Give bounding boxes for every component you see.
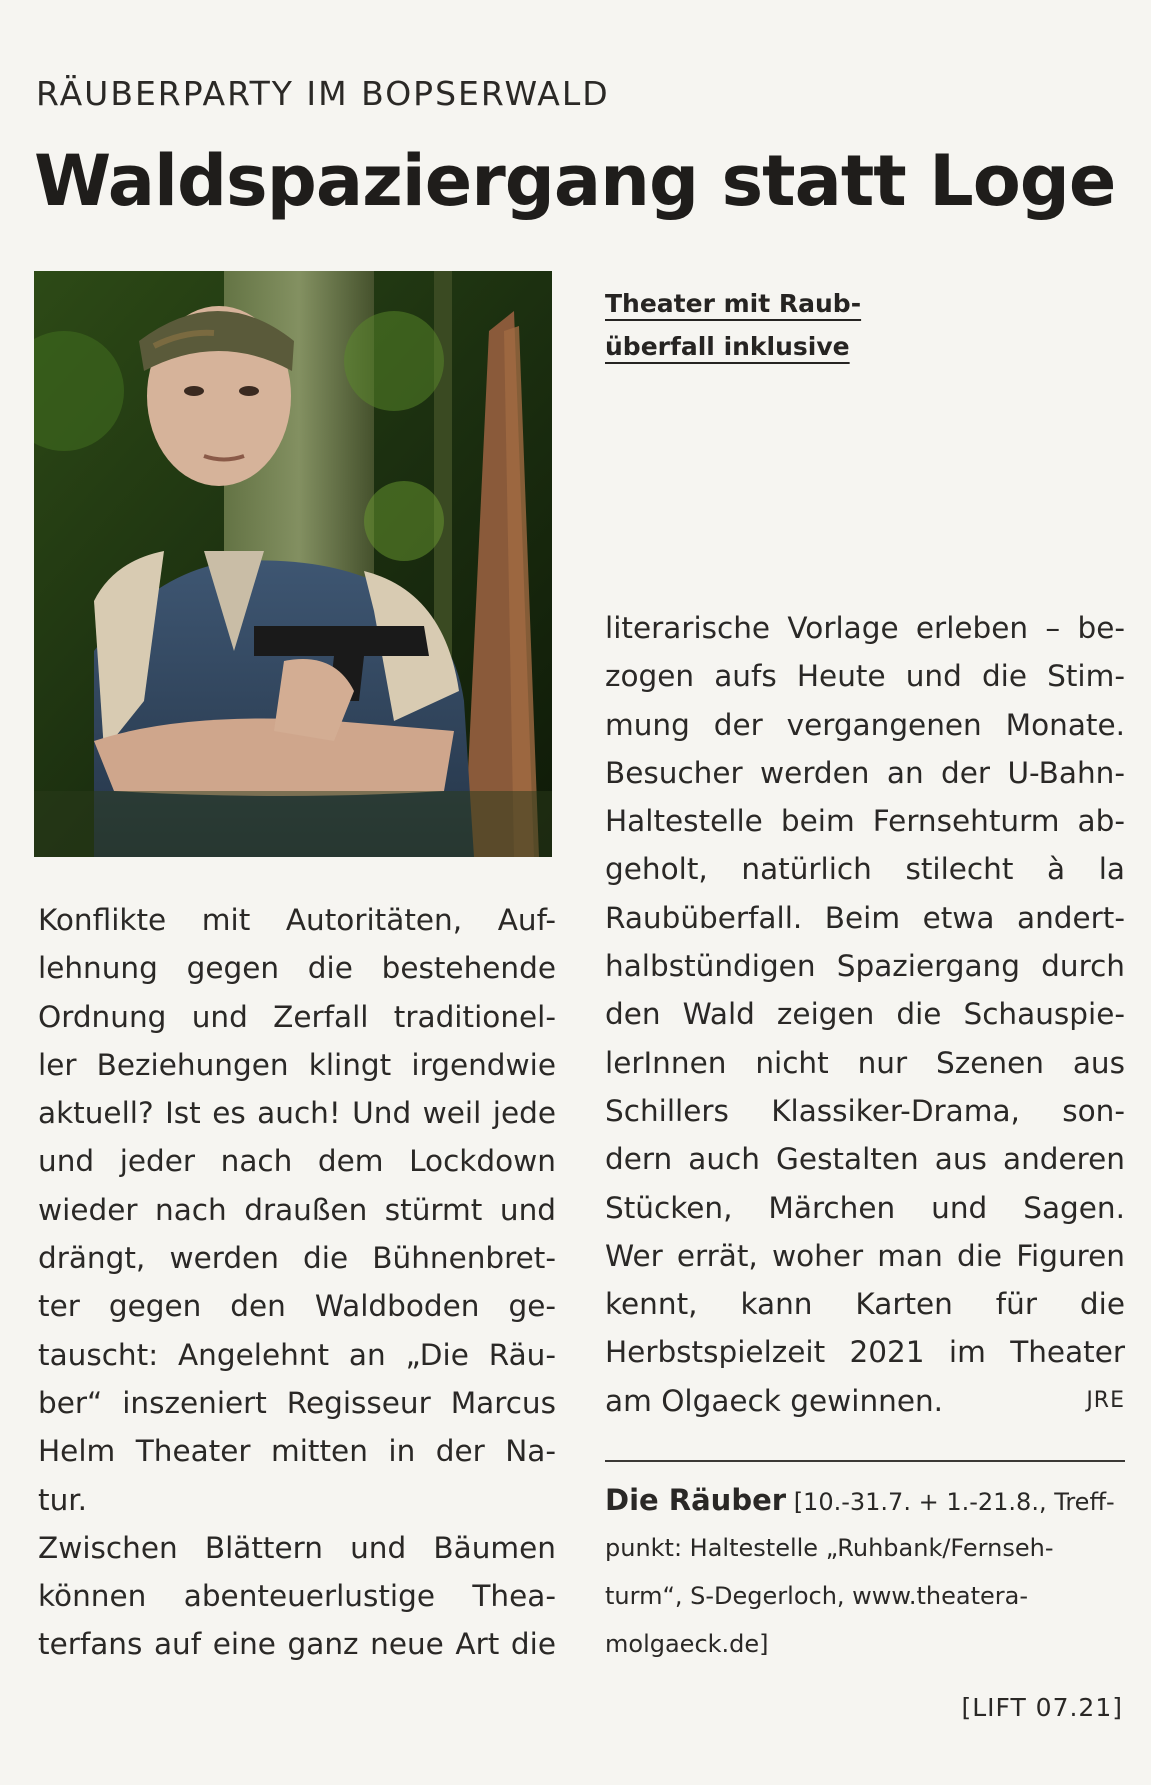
text-line: halbstündigen Spaziergang durch <box>605 949 1125 984</box>
text-line: ler Beziehungen klingt irgendwie <box>38 1047 556 1082</box>
right-column <box>605 604 1125 1425</box>
info-line <box>605 1476 1125 1524</box>
info-line: molgaeck.de] <box>605 1630 769 1658</box>
author-initials: JRE <box>1086 1387 1125 1413</box>
text-line: literarische Vorlage erleben – be- <box>605 611 1125 645</box>
text-line: Helm Theater mitten in der Na- <box>38 1434 556 1469</box>
text-line: Haltestelle beim Fernsehturm ab- <box>605 804 1125 839</box>
subhead <box>605 282 905 368</box>
text-line: ter gegen den Waldboden ge- <box>38 1289 556 1324</box>
info-line: punkt: Haltestelle „Ruhbank/Fernseh- <box>605 1534 1054 1562</box>
text-line: und jeder nach dem Lockdown <box>38 1144 556 1179</box>
text-line: den Wald zeigen die Schauspie- <box>605 997 1125 1032</box>
text-line: aktuell? Ist es auch! Und weil jede <box>38 1096 556 1131</box>
text-line-last <box>605 1377 1125 1425</box>
info-divider <box>605 1460 1125 1462</box>
text-line: tur. <box>38 1482 88 1517</box>
text-line: lehnung gegen die bestehende <box>38 951 556 986</box>
text-line: Raubüberfall. Beim etwa andert- <box>605 900 1125 935</box>
text-line: dern auch Gestalten aus anderen <box>605 1142 1125 1177</box>
text-line: mung der vergangenen Monate. <box>605 707 1125 742</box>
info-line: turm“, S-Degerloch, www.theatera- <box>605 1582 1028 1610</box>
text-line: wieder nach draußen stürmt und <box>38 1192 556 1227</box>
text-line: Ordnung und Zerfall traditionel- <box>38 999 556 1034</box>
text-line: terfans auf eine ganz neue Art die <box>38 1627 556 1662</box>
text-line: Schillers Klassiker-Drama, son- <box>605 1093 1125 1128</box>
text-line: tauscht: Angelehnt an „Die Räu- <box>38 1337 556 1372</box>
event-title: Die Räuber <box>605 1483 787 1517</box>
event-dates: [10.-31.7. + 1.-21.8., Treff- <box>786 1488 1115 1516</box>
subhead-line: überfall inklusive <box>605 332 850 361</box>
text-line: Zwischen Blättern und Bäumen <box>38 1530 556 1565</box>
text-line: ber“ inszeniert Regisseur Marcus <box>38 1385 556 1420</box>
text-line: am Olgaeck gewinnen. <box>605 1383 944 1418</box>
event-info <box>605 1476 1125 1668</box>
text-line: Wer errät, woher man die Figuren <box>605 1238 1125 1273</box>
text-line: Herbstspielzeit 2021 im Theater <box>605 1335 1125 1370</box>
text-line: Konflikte mit Autoritäten, Auf- <box>38 903 556 937</box>
text-line: drängt, werden die Bühnenbret- <box>38 1241 556 1276</box>
text-line: geholt, natürlich stilecht à la <box>605 852 1125 887</box>
headline: Waldspaziergang statt Loge <box>34 140 1116 222</box>
left-column <box>38 896 556 1669</box>
source-reference: [LIFT 07.21] <box>961 1693 1123 1722</box>
subhead-line: Theater mit Raub- <box>605 289 862 318</box>
text-line: zogen aufs Heute und die Stim- <box>605 659 1125 694</box>
text-line: lerInnen nicht nur Szenen aus <box>605 1045 1125 1080</box>
text-line: Besucher werden an der U-Bahn- <box>605 755 1125 790</box>
text-line: können abenteuerlustige Thea- <box>38 1579 556 1614</box>
photo-illustration <box>34 271 552 857</box>
text-line: Stücken, Märchen und Sagen. <box>605 1190 1125 1225</box>
kicker: RÄUBERPARTY IM BOPSERWALD <box>36 74 610 113</box>
text-line: kennt, kann Karten für die <box>605 1287 1125 1322</box>
article-photo <box>34 271 552 857</box>
